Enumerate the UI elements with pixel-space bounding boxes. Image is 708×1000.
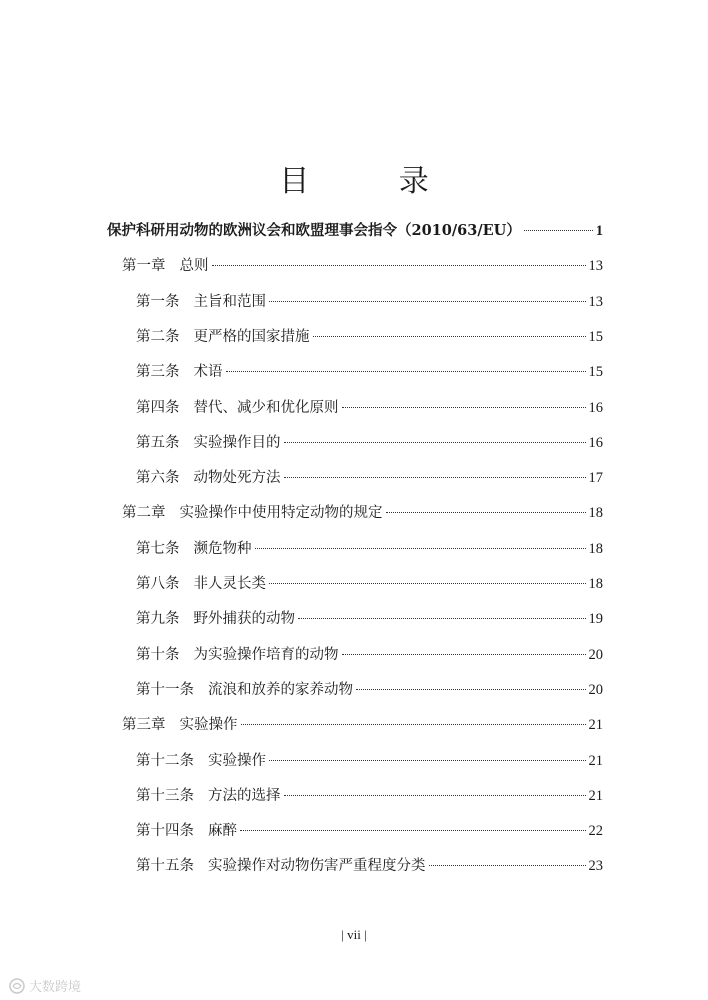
toc-entry-text bbox=[136, 853, 426, 879]
toc-entry[interactable] bbox=[107, 218, 603, 244]
toc-entry-number: 第二条 bbox=[136, 328, 180, 345]
toc-entry-number: 第三章 bbox=[122, 717, 166, 734]
toc-entry-number: 第三条 bbox=[136, 364, 180, 381]
toc-entry[interactable] bbox=[136, 783, 603, 809]
toc-entry-title: 方法的选择 bbox=[208, 787, 281, 804]
page-number: | vii | bbox=[341, 927, 367, 942]
brand-logo-icon bbox=[8, 977, 26, 995]
toc-entry-page: 17 bbox=[588, 470, 603, 487]
toc-entry-title: 更严格的国家措施 bbox=[193, 328, 310, 345]
toc-entry[interactable] bbox=[136, 430, 603, 456]
toc-entry-text bbox=[136, 430, 281, 456]
dot-leader bbox=[313, 336, 586, 337]
dot-leader bbox=[226, 371, 586, 372]
watermark-text: 大数跨境 bbox=[29, 980, 82, 995]
toc-entry-page: 19 bbox=[588, 611, 603, 628]
dot-leader bbox=[241, 724, 586, 725]
toc-entry-text bbox=[136, 571, 266, 597]
toc-entry-number: 第十二条 bbox=[136, 752, 194, 769]
toc-entry-number: 第九条 bbox=[136, 611, 180, 628]
dot-leader bbox=[255, 548, 586, 549]
toc-entry-page: 23 bbox=[588, 858, 603, 875]
dot-leader bbox=[269, 760, 586, 761]
toc-entry-title: 替代、减少和优化原则 bbox=[193, 399, 339, 416]
toc-entry-title: 实验操作对动物伤害严重程度分类 bbox=[208, 858, 426, 875]
toc-entry[interactable] bbox=[136, 642, 603, 668]
toc-entry-page: 13 bbox=[588, 293, 603, 310]
toc-entry[interactable] bbox=[136, 571, 603, 597]
toc-entry[interactable] bbox=[136, 677, 603, 703]
toc-entry-text bbox=[136, 324, 310, 350]
toc-entry-text bbox=[136, 748, 266, 774]
toc-entry[interactable] bbox=[122, 500, 603, 526]
toc-entry-number: 第十五条 bbox=[136, 858, 194, 875]
toc-entry-page: 1 bbox=[595, 223, 603, 239]
toc-entry-number: 第五条 bbox=[136, 434, 180, 451]
toc-entry-page: 13 bbox=[588, 258, 603, 275]
toc-entry-number: 第四条 bbox=[136, 399, 180, 416]
toc-entry[interactable] bbox=[122, 253, 603, 279]
toc-entry-number: 第十一条 bbox=[136, 681, 194, 698]
toc-entry-title: 实验操作中使用特定动物的规定 bbox=[179, 505, 383, 522]
toc-entry-page: 16 bbox=[588, 434, 603, 451]
toc-entry[interactable] bbox=[136, 818, 603, 844]
dot-leader bbox=[342, 654, 586, 655]
toc-entry-page: 20 bbox=[588, 646, 603, 663]
toc-entry-number: 第一条 bbox=[136, 293, 180, 310]
toc-entry-page: 15 bbox=[588, 364, 603, 381]
toc-entry-page: 21 bbox=[588, 717, 603, 734]
toc-entry-title: 濒危物种 bbox=[193, 540, 252, 557]
toc-entry-page: 21 bbox=[588, 787, 603, 804]
toc-entry-text bbox=[136, 465, 281, 491]
toc-entry-text bbox=[136, 783, 281, 809]
toc-entry[interactable] bbox=[136, 289, 603, 315]
dot-leader bbox=[284, 795, 586, 796]
toc-entry[interactable] bbox=[136, 395, 603, 421]
toc-entry-title: 保护科研用动物的欧洲议会和欧盟理事会指令（2010/63/EU） bbox=[107, 222, 521, 239]
toc-entry-text bbox=[122, 712, 238, 738]
toc-entry-text bbox=[122, 253, 209, 279]
toc-entry-title: 总则 bbox=[179, 258, 209, 275]
toc-entry-title: 动物处死方法 bbox=[193, 470, 281, 487]
toc-entry[interactable] bbox=[136, 606, 603, 632]
dot-leader bbox=[269, 301, 586, 302]
toc-entry[interactable] bbox=[122, 712, 603, 738]
toc-entry-title: 为实验操作培育的动物 bbox=[193, 646, 339, 663]
toc-entry[interactable] bbox=[136, 748, 603, 774]
toc-entry-number: 第八条 bbox=[136, 576, 180, 592]
toc-entry-title: 麻醉 bbox=[208, 823, 237, 840]
toc-entry[interactable] bbox=[136, 324, 603, 350]
toc-entry[interactable] bbox=[136, 536, 603, 562]
toc-entry-page: 18 bbox=[588, 576, 603, 592]
dot-leader bbox=[284, 442, 586, 443]
toc-entry-number: 第七条 bbox=[136, 540, 180, 557]
dot-leader bbox=[356, 689, 586, 690]
dot-leader bbox=[284, 477, 586, 478]
dot-leader bbox=[298, 618, 586, 619]
toc-entry-page: 15 bbox=[588, 328, 603, 345]
toc-entry-number: 第十三条 bbox=[136, 787, 194, 804]
toc-entry-title: 实验操作目的 bbox=[193, 434, 281, 451]
toc-entry-number: 第六条 bbox=[136, 470, 180, 487]
toc-entry-title: 主旨和范围 bbox=[193, 293, 266, 310]
toc-entry-page: 16 bbox=[588, 399, 603, 416]
toc-entry-page: 20 bbox=[588, 681, 603, 698]
toc-entry[interactable] bbox=[136, 359, 603, 385]
toc-entry-title: 实验操作 bbox=[179, 717, 238, 734]
toc-entry-text bbox=[136, 289, 266, 315]
dot-leader bbox=[386, 512, 586, 513]
toc-entry[interactable] bbox=[136, 465, 603, 491]
dot-leader bbox=[524, 230, 593, 231]
watermark bbox=[8, 976, 81, 995]
toc-entry-title: 流浪和放养的家养动物 bbox=[208, 681, 353, 698]
toc-entry-text bbox=[136, 642, 339, 668]
toc-entry-title: 非人灵长类 bbox=[193, 576, 266, 592]
toc-entry-number: 第一章 bbox=[122, 258, 166, 275]
toc-entry-page: 22 bbox=[588, 823, 603, 840]
toc-entry-number: 第十四条 bbox=[136, 823, 194, 840]
toc-entry-number: 第二章 bbox=[122, 505, 166, 522]
dot-leader bbox=[269, 583, 586, 584]
toc-entry-text bbox=[136, 818, 237, 844]
page-title: 目 录 bbox=[279, 164, 469, 199]
toc-entry-text bbox=[107, 218, 521, 244]
toc-entry-title: 术语 bbox=[193, 364, 223, 381]
dot-leader bbox=[342, 407, 586, 408]
toc-entry-page: 18 bbox=[588, 540, 603, 557]
dot-leader bbox=[212, 265, 586, 266]
toc-entry-page: 18 bbox=[588, 505, 603, 522]
toc-entry-text bbox=[136, 606, 295, 632]
dot-leader bbox=[429, 865, 586, 866]
toc-entry-title: 实验操作 bbox=[208, 752, 266, 769]
toc-entry-text bbox=[136, 359, 223, 385]
toc-entry-number: 第十条 bbox=[136, 646, 180, 663]
toc-entry-text bbox=[122, 500, 383, 526]
dot-leader bbox=[240, 830, 586, 831]
toc-entry[interactable] bbox=[136, 853, 603, 879]
toc-entry-text bbox=[136, 677, 353, 703]
toc-entry-title: 野外捕获的动物 bbox=[193, 611, 295, 628]
toc-entry-page: 21 bbox=[588, 752, 603, 769]
toc-entry-text bbox=[136, 536, 252, 562]
toc-entry-text bbox=[136, 395, 339, 421]
